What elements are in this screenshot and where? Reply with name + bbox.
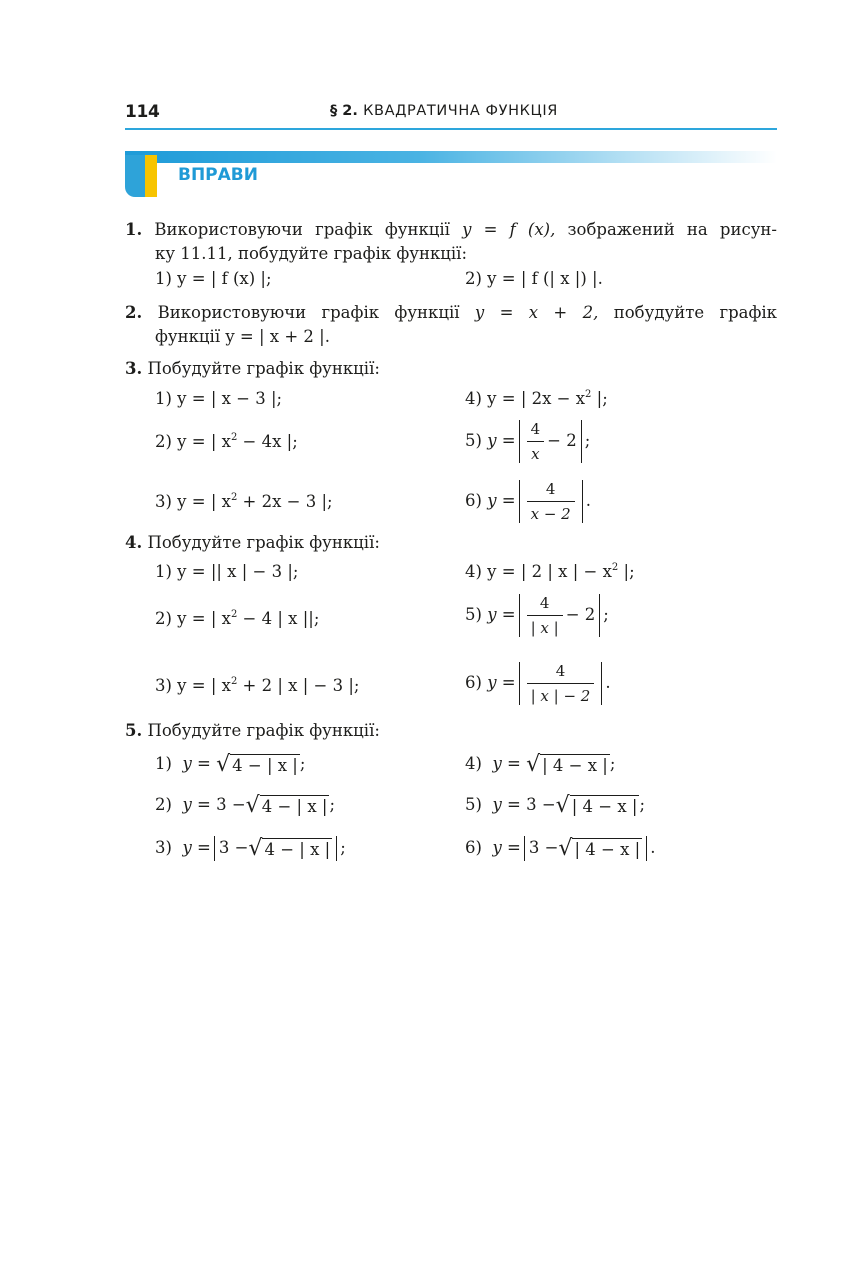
- sqrt: [246, 793, 330, 818]
- ex5-item3-label: 3): [155, 838, 172, 857]
- punct: ;: [329, 795, 335, 814]
- radical-sign: √: [248, 836, 263, 861]
- ex4-item5: [465, 594, 609, 637]
- ex5-item6-pre: 3 −: [528, 838, 559, 857]
- exponent: 2: [230, 609, 238, 620]
- y-equals: y =: [492, 795, 521, 814]
- abs-bars: [519, 480, 583, 523]
- section-title: [330, 103, 558, 119]
- ex5-item4: [465, 752, 615, 777]
- ex4-item3-a: 3) y = | x: [155, 676, 231, 695]
- abs-bars: [519, 420, 582, 463]
- ex5-heading: [125, 720, 380, 742]
- ex4-item4: [465, 562, 635, 581]
- punct: .: [605, 673, 611, 692]
- sqrt: [248, 836, 332, 861]
- ex4-heading: [125, 532, 380, 554]
- ex1-text-b: зображений на рисун-: [567, 220, 778, 239]
- exponent: 2: [230, 432, 238, 443]
- ex3-item2: [155, 432, 298, 451]
- numerator: 4: [545, 480, 556, 498]
- ex3-item1: 1) y = | x − 3 |;: [155, 389, 283, 408]
- ex1-line1: [125, 219, 777, 241]
- page-number: 114: [125, 102, 160, 122]
- radical-sign: √: [245, 793, 260, 818]
- ex1-number: 1.: [125, 220, 143, 239]
- radicand: 4 − | x |: [264, 840, 331, 859]
- ex5-item1: [155, 752, 305, 777]
- banner-yellow-tab: [145, 155, 157, 197]
- ex2-text-a: Використовуючи графік функції: [157, 303, 460, 322]
- exponent: 2: [230, 676, 238, 687]
- ex2-line1: [125, 302, 777, 324]
- ex3-item5-tail: − 2: [547, 431, 577, 450]
- ex5-item3: [155, 836, 346, 861]
- radicand: | 4 − x |: [571, 797, 638, 816]
- radicand: 4 − | x |: [261, 797, 328, 816]
- radicand: | 4 − x |: [542, 756, 608, 775]
- ex5-text: Побудуйте графік функції:: [147, 721, 380, 740]
- ex5-item4-label: 4): [465, 754, 482, 773]
- ex3-item2-b: − 4x |;: [237, 432, 298, 451]
- ex5-item3-pre: 3 −: [218, 838, 249, 857]
- ex4-item1: 1) y = || x | − 3 |;: [155, 562, 299, 581]
- section-banner-stripe: [125, 151, 777, 163]
- running-header: [125, 102, 777, 126]
- ex3-heading: [125, 358, 380, 380]
- exponent: 2: [585, 389, 592, 400]
- exponent: 2: [611, 562, 619, 573]
- radicand: 4 − | x |: [232, 756, 298, 775]
- numerator: 4: [530, 420, 541, 438]
- ex2-function: y = x + 2,: [474, 303, 599, 322]
- denominator: x − 2: [527, 501, 575, 523]
- punct: .: [650, 838, 656, 857]
- ex2-text-b: побудуйте графік: [613, 303, 777, 322]
- y-equals: y =: [182, 754, 211, 773]
- punct: ;: [299, 754, 306, 773]
- ex3-item4-b: |;: [591, 389, 608, 408]
- radical-sign: √: [558, 836, 573, 861]
- header-rule: [125, 128, 777, 130]
- denominator: | x |: [527, 615, 563, 637]
- exercises-heading: ВПРАВИ: [178, 165, 258, 185]
- ex5-item2-pre: 3 −: [216, 795, 246, 814]
- y-equals: y =: [487, 605, 516, 624]
- abs-bars: [519, 594, 601, 637]
- ex4-number: 4.: [125, 533, 143, 552]
- ex5-item6-label: 6): [465, 838, 482, 857]
- ex5-item5: [465, 793, 645, 818]
- y-equals: y =: [182, 838, 211, 857]
- ex3-item3-a: 3) y = | x: [155, 492, 231, 511]
- ex5-item5-pre: 3 −: [526, 795, 556, 814]
- y-equals: y =: [492, 754, 521, 773]
- abs-bars: [524, 836, 647, 861]
- ex4-text: Побудуйте графік функції:: [147, 533, 380, 552]
- ex3-item3-b: + 2x − 3 |;: [237, 492, 333, 511]
- punct: ;: [609, 754, 616, 773]
- ex1-item2: 2) y = | f (| x |) |.: [465, 269, 603, 288]
- radical-sign: √: [555, 793, 570, 818]
- ex3-item6-label: 6): [465, 491, 482, 510]
- ex5-item6: [465, 836, 655, 861]
- ex1-item1: 1) y = | f (x) |;: [155, 269, 272, 288]
- ex3-item5-label: 5): [465, 431, 482, 450]
- section-mark: § 2.: [330, 103, 358, 119]
- ex1-line2: ку 11.11, побудуйте графік функції:: [155, 244, 468, 263]
- ex4-item6-label: 6): [465, 673, 482, 692]
- ex4-item4-b: |;: [618, 562, 635, 581]
- y-equals: y =: [487, 431, 516, 450]
- ex4-item2-b: − 4 | x ||;: [237, 609, 320, 628]
- ex5-item2: [155, 793, 335, 818]
- radical-sign: √: [216, 752, 231, 777]
- fraction: [527, 662, 595, 705]
- punct: ;: [584, 431, 591, 450]
- ex4-item6: [465, 662, 611, 705]
- abs-bars: [519, 662, 603, 705]
- punct: .: [585, 491, 591, 510]
- ex3-item4: [465, 389, 608, 408]
- numerator: 4: [539, 594, 550, 612]
- ex3-item2-a: 2) y = | x: [155, 432, 231, 451]
- y-equals: y =: [492, 838, 521, 857]
- sqrt: [556, 793, 640, 818]
- fraction: [527, 480, 575, 523]
- radicand: | 4 − x |: [574, 840, 641, 859]
- denominator: x: [527, 441, 543, 463]
- radical-sign: √: [526, 752, 541, 777]
- numerator: 4: [555, 662, 566, 680]
- ex3-item6: [465, 480, 591, 523]
- ex4-item2-a: 2) y = | x: [155, 609, 231, 628]
- ex5-item1-label: 1): [155, 754, 172, 773]
- ex5-item2-label: 2): [155, 795, 172, 814]
- ex4-item3-b: + 2 | x | − 3 |;: [237, 676, 360, 695]
- ex4-item4-a: 4) y = | 2 | x | − x: [465, 562, 612, 581]
- ex4-item5-label: 5): [465, 605, 482, 624]
- y-equals: y =: [182, 795, 211, 814]
- abs-bars: [214, 836, 337, 861]
- sqrt: [526, 752, 610, 777]
- ex3-item4-a: 4) y = | 2x − x: [465, 389, 586, 408]
- ex4-item3: [155, 676, 359, 695]
- sqrt: [558, 836, 642, 861]
- ex3-number: 3.: [125, 359, 143, 378]
- ex5-item5-label: 5): [465, 795, 482, 814]
- exponent: 2: [230, 492, 238, 503]
- ex1-text-a: Використовуючи графік функції: [154, 220, 450, 239]
- punct: ;: [603, 605, 609, 624]
- ex1-function: y = f (x),: [462, 220, 556, 239]
- fraction: [527, 594, 563, 637]
- ex4-item2: [155, 609, 319, 628]
- section-title-text: КВАДРАТИЧНА ФУНКЦІЯ: [363, 103, 558, 119]
- ex5-number: 5.: [125, 721, 143, 740]
- ex3-item3: [155, 492, 333, 511]
- fraction: [527, 420, 545, 463]
- y-equals: y =: [487, 673, 516, 692]
- ex3-item5: [465, 420, 590, 463]
- punct: ;: [340, 838, 346, 857]
- y-equals: y =: [487, 491, 516, 510]
- ex3-text: Побудуйте графік функції:: [147, 359, 380, 378]
- ex2-number: 2.: [125, 303, 143, 322]
- denominator: | x | − 2: [527, 683, 595, 705]
- ex4-item5-tail: − 2: [565, 605, 596, 624]
- ex2-line2: функції y = | x + 2 |.: [155, 327, 330, 346]
- punct: ;: [639, 795, 645, 814]
- sqrt: [216, 752, 300, 777]
